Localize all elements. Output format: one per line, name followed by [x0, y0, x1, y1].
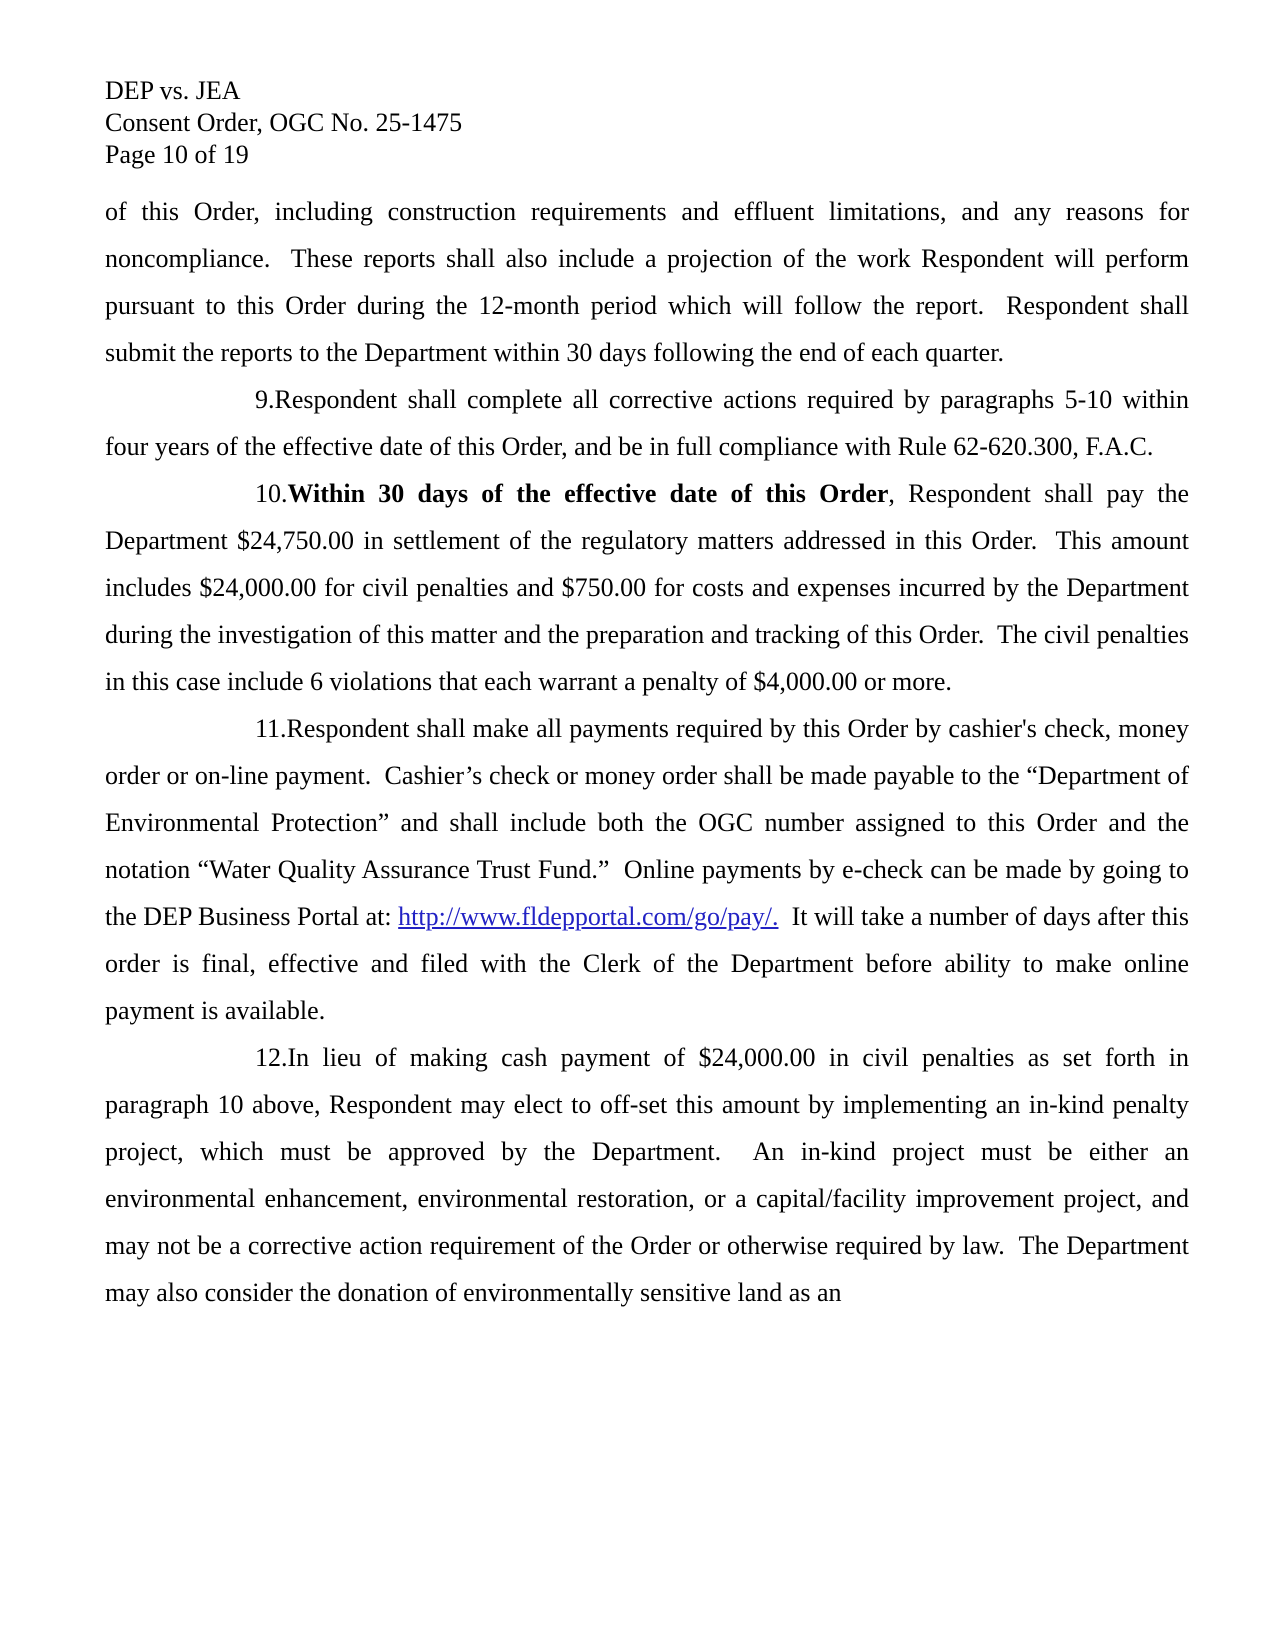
paragraph-10-number: 10.	[255, 479, 288, 508]
paragraph-10	[105, 470, 1189, 705]
paragraph-12-text: In lieu of making cash payment of $24,000.00 in civil penalties as set forth in paragraph 10 above, Respondent may elect to off-set this amount by implementing an in-kind penalty project, which must be approved by the Department. An in-kind project must be either an environmental enhancement, environmental restoration, or a capital/facility improvement project, and may not be a corrective action requirement of the Order or otherwise required by law. The Department may also consider the donation of environmentally sensitive land as an	[105, 1043, 1189, 1307]
paragraph-11	[105, 705, 1189, 1034]
paragraph-9-number: 9.	[255, 385, 275, 414]
paragraph-continuation	[105, 188, 1189, 376]
paragraph-9	[105, 376, 1189, 470]
header-case-title: DEP vs. JEA	[105, 76, 241, 105]
paragraph-12	[105, 1034, 1189, 1316]
header-document-title: Consent Order, OGC No. 25-1475	[105, 108, 463, 137]
document-body	[105, 188, 1189, 1316]
paragraph-10-bold-lead: Within 30 days of the effective date of this Order	[287, 479, 889, 508]
header-page-number: Page 10 of 19	[105, 140, 249, 169]
paragraph-11-text-before-link: Respondent shall make all payments required by this Order by cashier's check, money order or on-line payment. Cashier’s check or money order shall be made payable to the “Department of Environmental Protection” and shall include both the OGC number assigned to this Order and the notation “Water Quality Assurance Trust Fund.” Online payments by e-check can be made by going to the DEP Business Portal at:	[105, 714, 1189, 931]
dep-portal-link[interactable]: http://www.fldepportal.com/go/pay/.	[398, 902, 779, 931]
paragraph-9-text: Respondent shall complete all corrective actions required by paragraphs 5-10 within four years of the effective date of this Order, and be in full compliance with Rule 62-620.300, F.A.C.	[105, 385, 1189, 461]
page-header	[105, 75, 1189, 171]
paragraph-11-text-after-link: It will take a number of days after this order is final, effective and filed with the Clerk of the Department before ability to make online payment is available.	[105, 902, 1189, 1025]
paragraph-11-number: 11.	[255, 714, 287, 743]
paragraph-10-text: , Respondent shall pay the Department $24,750.00 in settlement of the regulatory matters addressed in this Order. This amount includes $24,000.00 for civil penalties and $750.00 for costs and expenses incurred by the Department during the investigation of this matter and the preparation and tracking of this Order. The civil penalties in this case include 6 violations that each warrant a penalty of $4,000.00 or more.	[105, 479, 1190, 696]
paragraph-12-number: 12.	[255, 1043, 288, 1072]
paragraph-continuation-text: of this Order, including construction requirements and effluent limitations, and any reasons for noncompliance. These reports shall also include a projection of the work Respondent will perform pursuant to this Order during the 12-month period which will follow the report. Respondent shall submit the reports to the Department within 30 days following the end of each quarter.	[105, 197, 1189, 367]
